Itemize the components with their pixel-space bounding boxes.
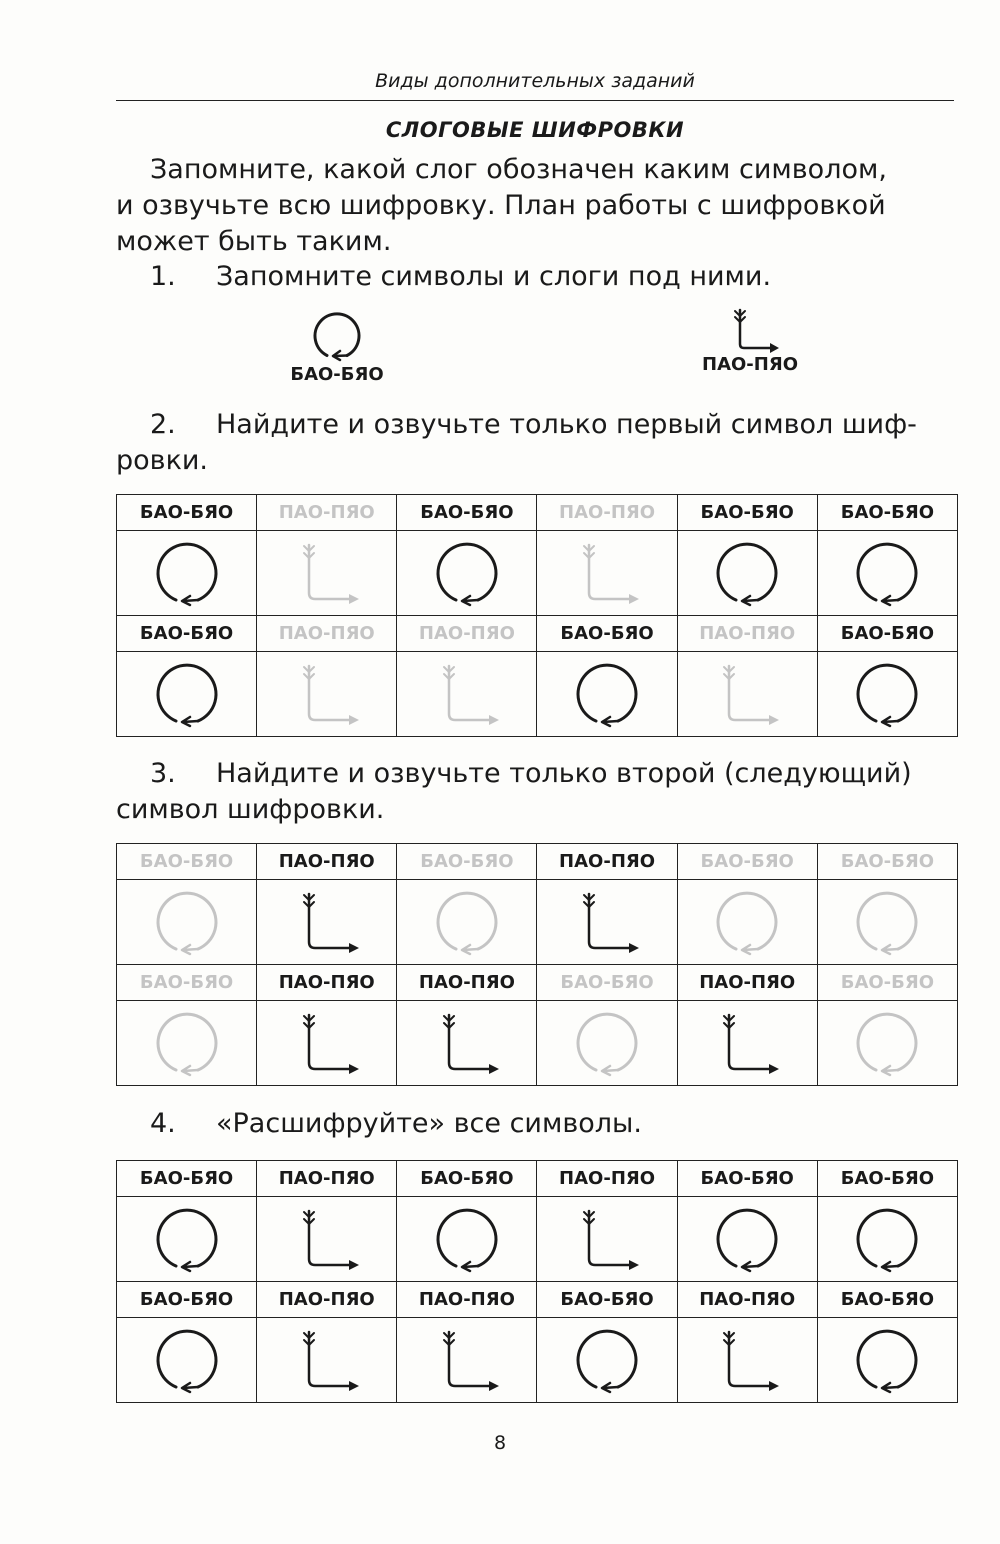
step-1: 1. Запомните символы и слоги под ними. [150, 261, 772, 292]
label-row [117, 1161, 958, 1197]
circle-arrow-icon [849, 1322, 925, 1398]
circle-arrow-icon [569, 1322, 645, 1398]
syllable-label: БАО-БЯО [117, 965, 257, 1001]
running-head: Виды дополнительных заданий [375, 70, 695, 92]
symbol-cell [537, 652, 677, 737]
syllable-label: БАО-БЯО [537, 1282, 677, 1318]
label-row [117, 965, 958, 1001]
symbol-cell [677, 531, 817, 616]
syllable-label: ПАО-ПЯО [257, 844, 397, 880]
syllable-label: БАО-БЯО [817, 495, 957, 531]
circle-arrow-icon [569, 656, 645, 732]
cipher-table-second-symbol [116, 843, 958, 1086]
legend-circle [272, 306, 402, 385]
circle-arrow-icon [849, 535, 925, 611]
symbol-cell [257, 531, 397, 616]
syllable-label: ПАО-ПЯО [257, 616, 397, 652]
circle-arrow-icon [709, 884, 785, 960]
symbol-cell [257, 652, 397, 737]
circle-arrow-icon [849, 884, 925, 960]
symbol-cell [257, 1197, 397, 1282]
section-title: СЛОГОВЫЕ ШИФРОВКИ [385, 118, 685, 142]
label-row [117, 1282, 958, 1318]
corner-arrow-icon [287, 1204, 367, 1274]
circle-arrow-icon [149, 535, 225, 611]
symbol-cell [677, 1318, 817, 1403]
symbol-row [117, 1001, 958, 1086]
corner-arrow-icon [707, 1008, 787, 1078]
syllable-label: ПАО-ПЯО [397, 616, 537, 652]
symbol-cell [257, 880, 397, 965]
corner-arrow-icon [287, 1008, 367, 1078]
circle-arrow-icon [149, 656, 225, 732]
symbol-cell [397, 880, 537, 965]
symbol-cell [677, 1197, 817, 1282]
syllable-label: БАО-БЯО [117, 844, 257, 880]
step-3: 3. Найдите и озвучьте только второй (следующий) символ шифровки. [116, 758, 912, 825]
circle-arrow-icon [149, 1201, 225, 1277]
syllable-label: БАО-БЯО [397, 1161, 537, 1197]
corner-arrow-icon [707, 1325, 787, 1395]
symbol-cell [817, 652, 957, 737]
legend-corner [690, 306, 810, 375]
legend-label: ПАО-ПЯО [702, 354, 798, 375]
symbol-cell [817, 1318, 957, 1403]
corner-arrow-icon [707, 659, 787, 729]
intro-line: Запомните, какой слог обозначен каким символом, [150, 154, 887, 185]
symbol-cell [537, 1001, 677, 1086]
syllable-label: БАО-БЯО [677, 844, 817, 880]
symbol-cell [537, 531, 677, 616]
circle-arrow-icon [302, 306, 372, 364]
symbol-cell [117, 1318, 257, 1403]
syllable-label: ПАО-ПЯО [537, 495, 677, 531]
syllable-label: ПАО-ПЯО [677, 965, 817, 1001]
symbol-row [117, 880, 958, 965]
symbol-cell [117, 1001, 257, 1086]
symbol-cell [257, 1001, 397, 1086]
symbol-cell [397, 652, 537, 737]
circle-arrow-icon [429, 535, 505, 611]
symbol-cell [817, 1001, 957, 1086]
symbol-row [117, 652, 958, 737]
step-2: 2. Найдите и озвучьте только первый символ шиф- ровки. [116, 409, 917, 476]
circle-arrow-icon [149, 884, 225, 960]
symbol-row [117, 1197, 958, 1282]
circle-arrow-icon [709, 1201, 785, 1277]
corner-arrow-icon [427, 1325, 507, 1395]
symbol-row [117, 1318, 958, 1403]
cipher-table-all-symbols [116, 1160, 958, 1403]
syllable-label: БАО-БЯО [117, 616, 257, 652]
label-row [117, 844, 958, 880]
intro-paragraph [116, 152, 956, 260]
label-row [117, 616, 958, 652]
syllable-label: ПАО-ПЯО [677, 1282, 817, 1318]
corner-arrow-icon [715, 306, 785, 354]
symbol-cell [677, 652, 817, 737]
symbol-cell [397, 1197, 537, 1282]
syllable-label: БАО-БЯО [817, 616, 957, 652]
symbol-cell [537, 1197, 677, 1282]
symbol-cell [677, 880, 817, 965]
symbol-cell [117, 1197, 257, 1282]
circle-arrow-icon [709, 535, 785, 611]
label-row [117, 495, 958, 531]
symbol-cell [117, 880, 257, 965]
syllable-label: ПАО-ПЯО [397, 965, 537, 1001]
step-4: 4. «Расшифруйте» все символы. [150, 1108, 642, 1139]
symbol-cell [397, 1318, 537, 1403]
corner-arrow-icon [287, 538, 367, 608]
circle-arrow-icon [429, 884, 505, 960]
corner-arrow-icon [567, 887, 647, 957]
corner-arrow-icon [287, 1325, 367, 1395]
syllable-label: БАО-БЯО [117, 1282, 257, 1318]
intro-line: может быть таким. [116, 226, 392, 257]
syllable-label: БАО-БЯО [817, 844, 957, 880]
symbol-row [117, 531, 958, 616]
circle-arrow-icon [429, 1201, 505, 1277]
symbol-cell [397, 1001, 537, 1086]
syllable-label: БАО-БЯО [677, 495, 817, 531]
syllable-label: ПАО-ПЯО [397, 1282, 537, 1318]
symbol-cell [257, 1318, 397, 1403]
legend-label: БАО-БЯО [290, 364, 384, 385]
intro-line: и озвучьте всю шифровку. План работы с шифровкой [116, 190, 886, 221]
symbol-cell [537, 1318, 677, 1403]
circle-arrow-icon [149, 1322, 225, 1398]
symbol-cell [817, 531, 957, 616]
syllable-label: БАО-БЯО [117, 1161, 257, 1197]
corner-arrow-icon [287, 659, 367, 729]
corner-arrow-icon [427, 1008, 507, 1078]
syllable-label: БАО-БЯО [537, 616, 677, 652]
symbol-cell [677, 1001, 817, 1086]
syllable-label: БАО-БЯО [537, 965, 677, 1001]
circle-arrow-icon [849, 1005, 925, 1081]
symbol-cell [817, 1197, 957, 1282]
circle-arrow-icon [569, 1005, 645, 1081]
symbol-cell [117, 531, 257, 616]
symbol-cell [397, 531, 537, 616]
syllable-label: ПАО-ПЯО [257, 1282, 397, 1318]
corner-arrow-icon [567, 1204, 647, 1274]
circle-arrow-icon [849, 656, 925, 732]
corner-arrow-icon [427, 659, 507, 729]
circle-arrow-icon [849, 1201, 925, 1277]
cipher-table-first-symbol [116, 494, 958, 737]
corner-arrow-icon [567, 538, 647, 608]
symbol-cell [537, 880, 677, 965]
syllable-label: БАО-БЯО [817, 1282, 957, 1318]
symbol-cell [817, 880, 957, 965]
syllable-label: БАО-БЯО [117, 495, 257, 531]
syllable-label: БАО-БЯО [817, 965, 957, 1001]
syllable-label: БАО-БЯО [677, 1161, 817, 1197]
syllable-label: ПАО-ПЯО [537, 844, 677, 880]
syllable-label: БАО-БЯО [397, 844, 537, 880]
corner-arrow-icon [287, 887, 367, 957]
page-number: 8 [493, 1432, 507, 1454]
syllable-label: ПАО-ПЯО [257, 495, 397, 531]
syllable-label: БАО-БЯО [397, 495, 537, 531]
circle-arrow-icon [149, 1005, 225, 1081]
header-rule [116, 100, 954, 101]
syllable-label: ПАО-ПЯО [257, 965, 397, 1001]
syllable-label: ПАО-ПЯО [677, 616, 817, 652]
symbol-cell [117, 652, 257, 737]
syllable-label: ПАО-ПЯО [537, 1161, 677, 1197]
syllable-label: БАО-БЯО [817, 1161, 957, 1197]
syllable-label: ПАО-ПЯО [257, 1161, 397, 1197]
